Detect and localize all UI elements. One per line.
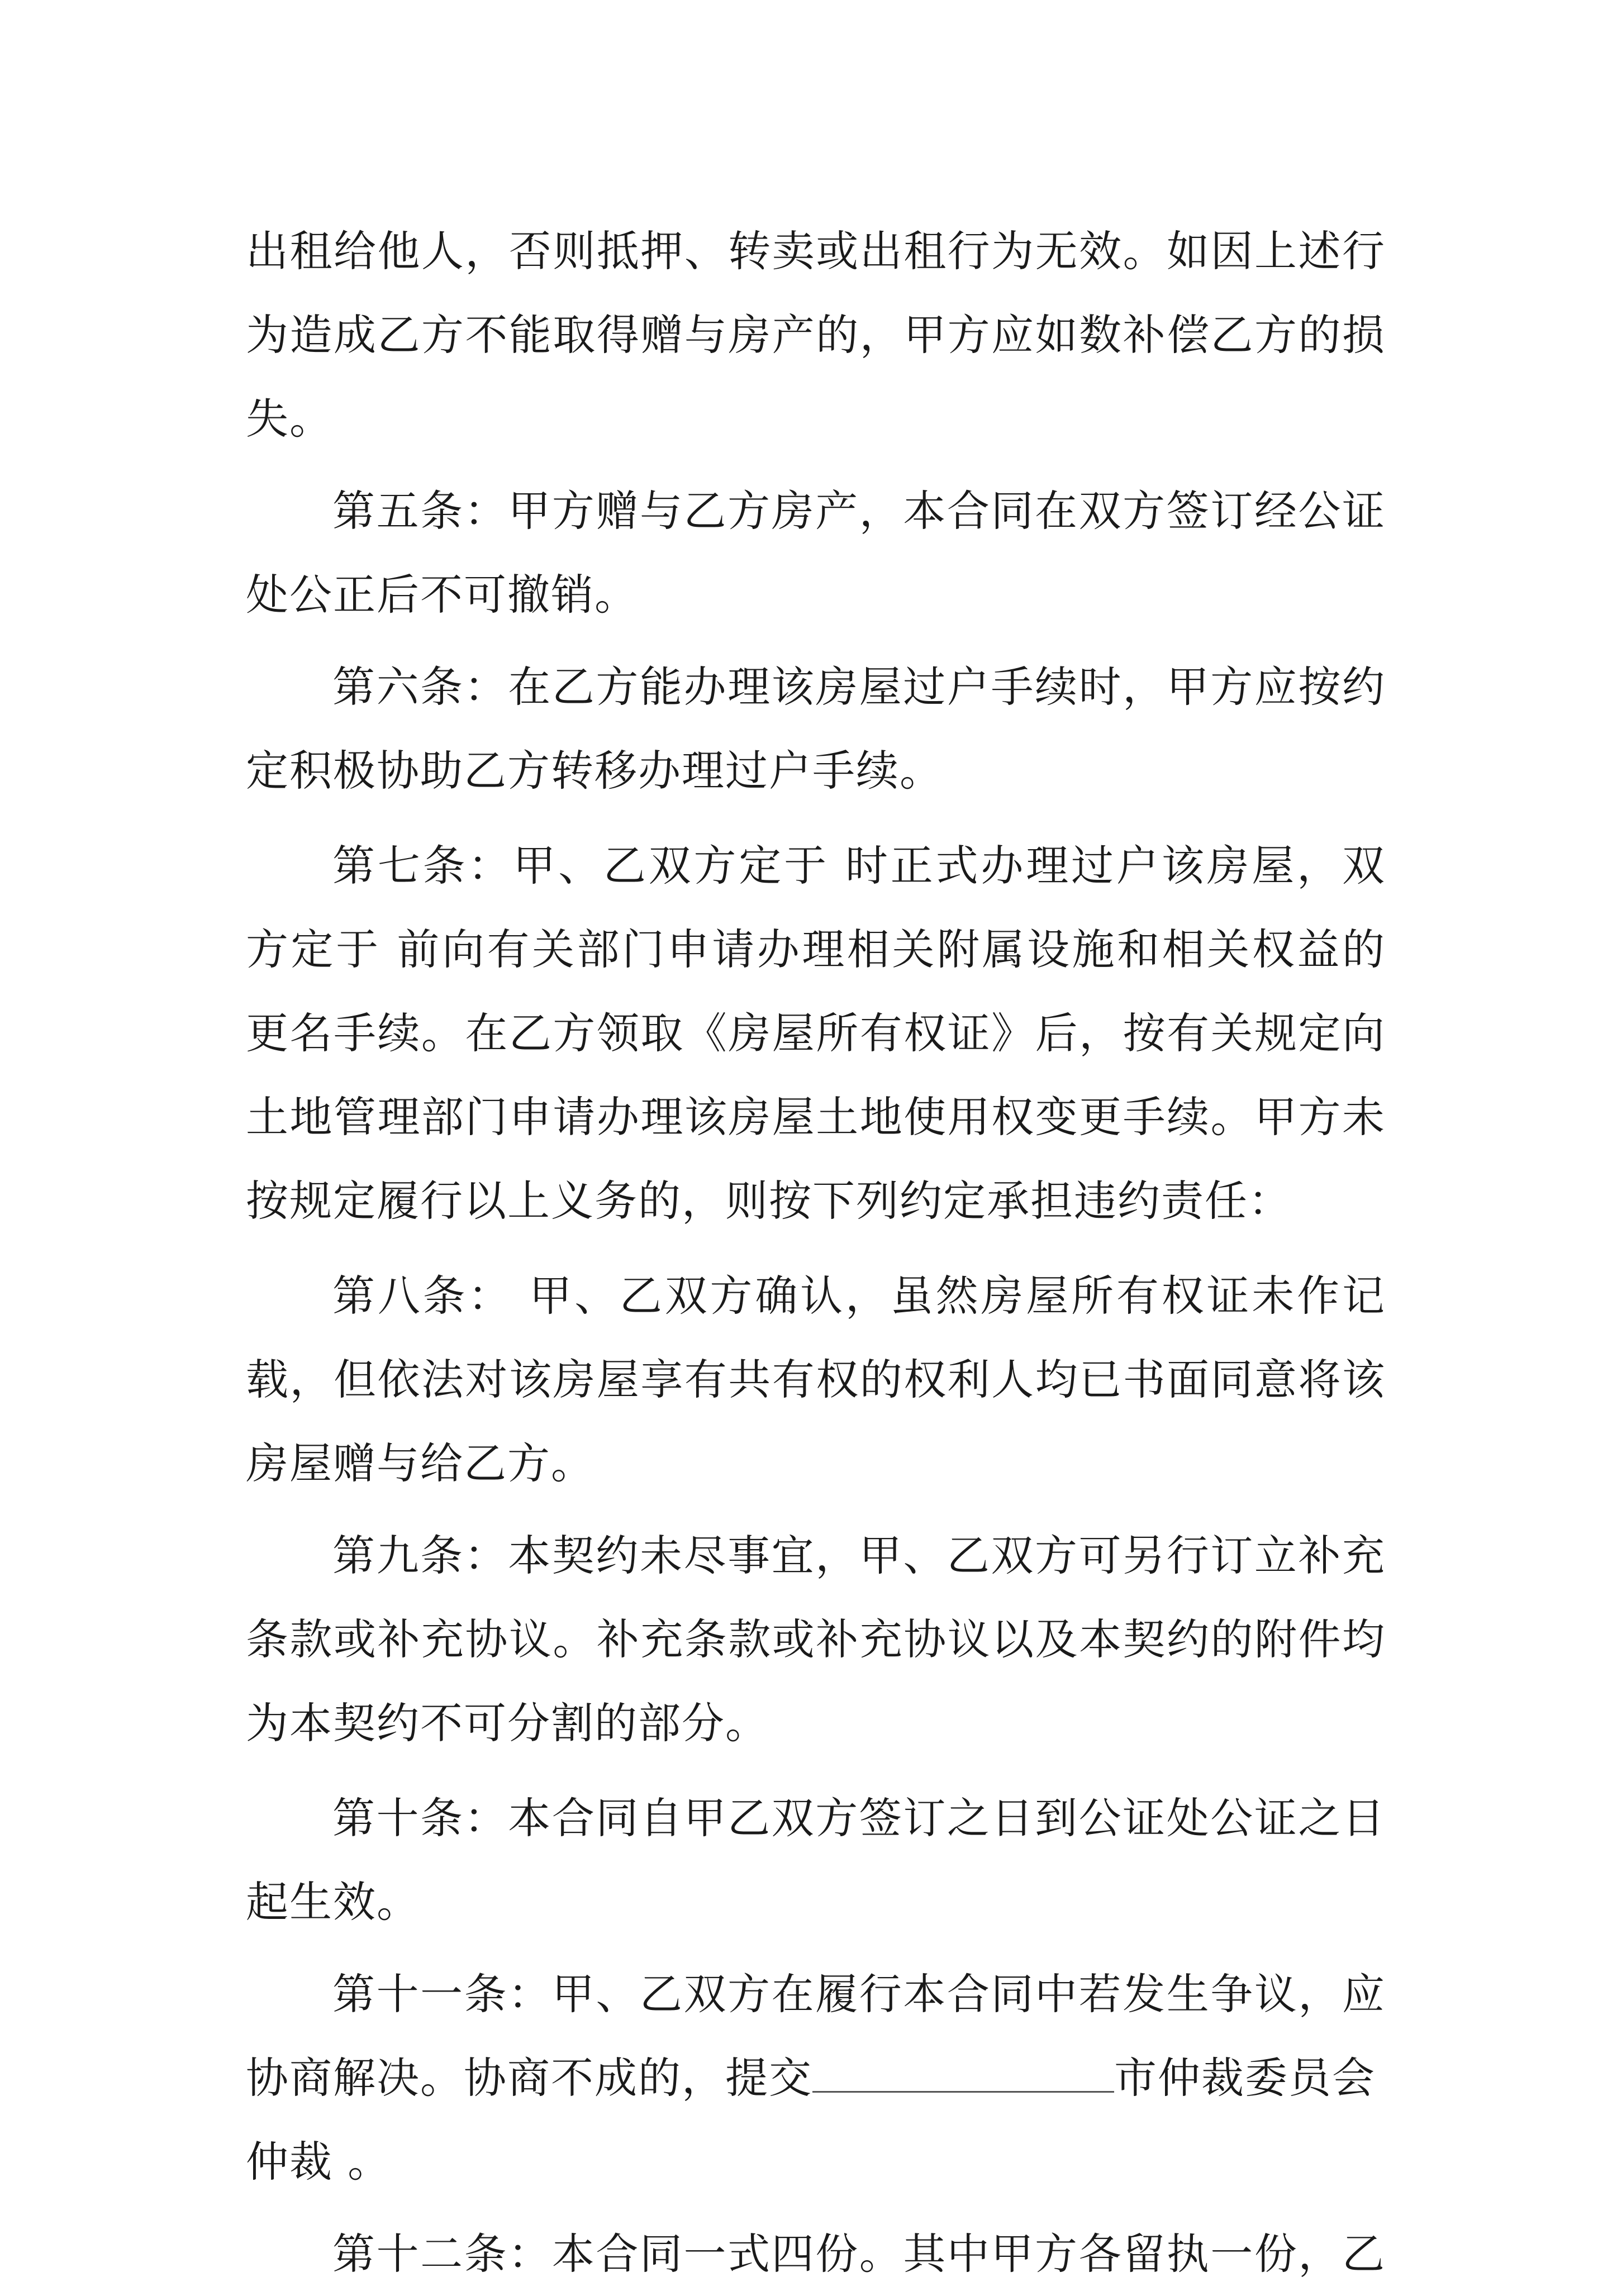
text-line: 房屋赠与给乙方。 (246, 1438, 595, 1488)
text-line: 处公正后不可撤销。 (246, 570, 638, 620)
arbitration-text-before: 协商解决。协商不成的，提交 (246, 2053, 812, 2103)
text-line: 起生效。 (246, 1877, 420, 1927)
arbitration-city-blank (812, 2056, 1114, 2093)
text-line: 土地管理部门申请办理该房屋土地使用权变更手续。甲方未 (246, 1092, 1386, 1142)
article-5-line: 第五条：甲方赠与乙方房产，本合同在双方签订经公证 (332, 486, 1386, 536)
text-line: 按规定履行以上义务的，则按下列约定承担违约责任： (246, 1176, 1292, 1226)
arbitration-text-after: 市仲裁委员会 (1114, 2053, 1376, 2103)
text-line: 方定于 前向有关部门申请办理相关附属设施和相关权益的 (246, 925, 1386, 974)
article-8-line: 第八条： 甲、乙双方确认，虽然房屋所有权证未作记 (332, 1271, 1386, 1321)
text-line: 仲裁 。 (246, 2137, 392, 2187)
article-12-line: 第十二条：本合同一式四份。其中甲方各留执一份，乙 (332, 2229, 1386, 2279)
article-10-line: 第十条：本合同自甲乙双方签订之日到公证处公证之日 (332, 1793, 1386, 1843)
text-line: 为造成乙方不能取得赠与房产的，甲方应如数补偿乙方的损 (246, 310, 1386, 360)
text-line: 出租给他人，否则抵押、转卖或出租行为无效。如因上述行 (246, 226, 1386, 276)
article-9-line: 第九条：本契约未尽事宜，甲、乙双方可另行订立补充 (332, 1531, 1386, 1580)
article-11-line: 第十一条：甲、乙双方在履行本合同中若发生争议，应 (332, 1969, 1386, 2019)
text-line: 为本契约不可分割的部分。 (246, 1698, 769, 1748)
article-6-line: 第六条：在乙方能办理该房屋过户手续时，甲方应按约 (332, 662, 1386, 712)
text-line: 更名手续。在乙方领取《房屋所有权证》后，按有关规定向 (246, 1008, 1386, 1058)
text-line: 条款或补充协议。补充条款或补充协议以及本契约的附件均 (246, 1614, 1386, 1664)
arbitration-line (246, 2036, 1386, 2120)
text-line: 载，但依法对该房屋享有共有权的权利人均已书面同意将该 (246, 1355, 1386, 1404)
text-line: 失。 (246, 394, 333, 444)
article-7-line: 第七条：甲、乙双方定于 时正式办理过户该房屋，双 (332, 841, 1386, 890)
text-line: 定积极协助乙方转移办理过户手续。 (246, 746, 943, 795)
